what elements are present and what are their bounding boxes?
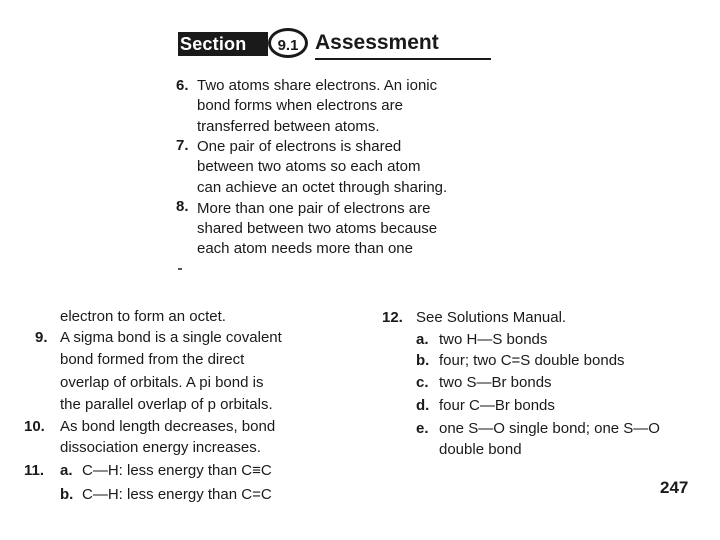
item-12c-letter: c. (416, 374, 429, 391)
item-9-line: A sigma bond is a single covalent (60, 329, 282, 346)
item-10-number: 10. (24, 418, 45, 435)
item-12a-text: two H—S bonds (439, 331, 548, 348)
item-6-number: 6. (176, 77, 189, 94)
item-12a-letter: a. (416, 331, 429, 348)
item-12c-text: two S—Br bonds (439, 374, 552, 391)
item-11-number: 11. (24, 462, 45, 479)
item-11b-text: C—H: less energy than C=C (82, 486, 272, 503)
item-12b-letter: b. (416, 352, 430, 369)
item-7-line: One pair of electrons is shared (197, 138, 402, 155)
item-7-line: between two atoms so each atom (197, 158, 421, 175)
item-10-line: As bond length decreases, bond (60, 418, 276, 435)
item-12d-text: four C—Br bonds (439, 397, 555, 414)
item-6-line: Two atoms share electrons. An ionic (197, 77, 438, 94)
section-title: Assessment (315, 31, 439, 54)
item-12e-continuation: double bond (439, 441, 522, 458)
item-8-line: shared between two atoms because (197, 220, 438, 237)
item-7-line: can achieve an octet through sharing. (197, 179, 448, 196)
item-6-line: transferred between atoms. (197, 118, 380, 135)
item-9-number: 9. (35, 329, 48, 346)
item-8-continued-line: electron to form an octet. (60, 308, 226, 325)
item-10-line: dissociation energy increases. (60, 439, 261, 456)
divider-mark (178, 268, 182, 270)
section-label: Section (178, 32, 268, 56)
item-11a-letter: a. (60, 462, 73, 479)
item-12d-letter: d. (416, 397, 430, 414)
item-12-number: 12. (382, 309, 403, 326)
item-12b-text: four; two C=S double bonds (439, 352, 625, 369)
item-8-line: each atom needs more than one (197, 240, 413, 257)
item-8-line: More than one pair of electrons are (197, 200, 431, 217)
item-9-line: the parallel overlap of p orbitals. (60, 396, 273, 413)
header-rule (315, 58, 491, 60)
item-8-number: 8. (176, 198, 189, 215)
item-7-number: 7. (176, 137, 189, 154)
item-11b-letter: b. (60, 486, 74, 503)
item-12e-letter: e. (416, 420, 429, 437)
section-header (178, 24, 496, 62)
page-number: 247 (660, 478, 689, 497)
item-9-line: overlap of orbitals. A pi bond is (60, 374, 264, 391)
item-9-line: bond formed from the direct (60, 351, 245, 368)
item-11a-text: C—H: less energy than C≡C (82, 462, 272, 479)
item-12-text: See Solutions Manual. (416, 309, 567, 326)
item-12e-text: one S—O single bond; one S—O (439, 420, 660, 437)
section-number-badge: 9.1 (268, 28, 308, 58)
item-6-line: bond forms when electrons are (197, 97, 403, 114)
